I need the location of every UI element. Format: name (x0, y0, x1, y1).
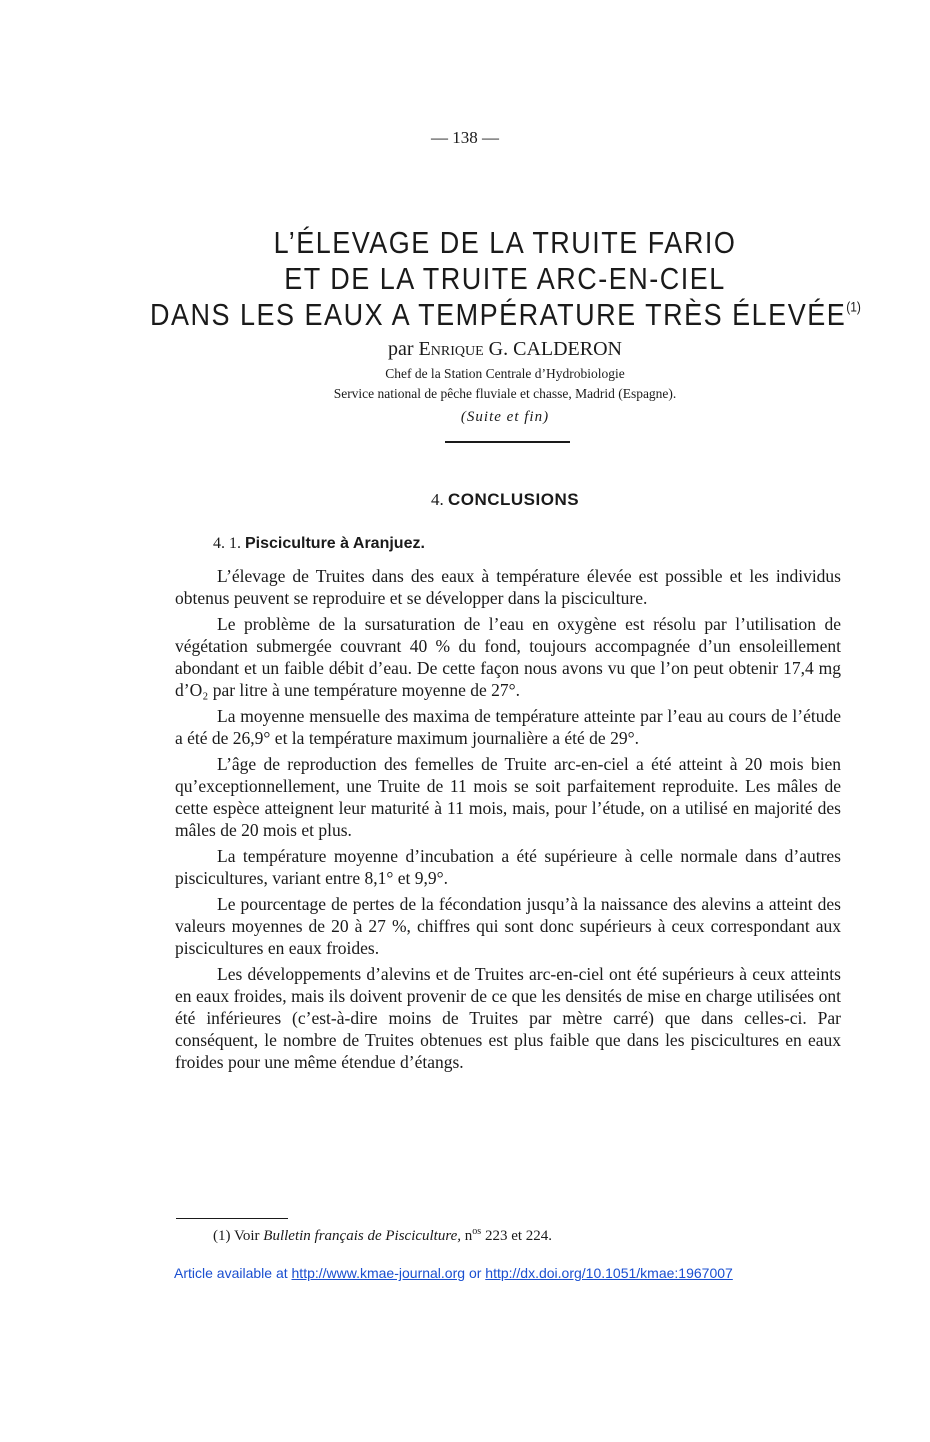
footnote-prefix: Voir (233, 1228, 260, 1244)
footnote-journal: Bulletin français de Pisciculture, (263, 1228, 462, 1244)
footnote-mark: (1) (213, 1228, 231, 1244)
paragraph-3: La moyenne mensuelle des maxima de température atteinte par l’eau au cours de l’étude a été de 26,9° et la température maximum journalière a été de 29°. (175, 706, 841, 748)
paragraph-2: Le problème de la sursaturation de l’eau en oxygène est résolu par l’utilisation de végétation submergée couvrant 40 % du fond, toujours accompagnée d’un ensoleillement abondant et un faible débit d’eau. De cette façon nous avons vu que l’on peut obtenir 17,4 mg d’O₂ par litre à une température moyenne de 27°. (175, 614, 841, 700)
title-line-2: ET DE LA TRUITE ARC-EN-CIEL (284, 262, 726, 296)
kmae-journal-link[interactable]: http://www.kmae-journal.org (291, 1265, 466, 1281)
suite-note: (Suite et fin) (460, 409, 550, 425)
affiliation-line-1: Chef de la Station Centrale d’Hydrobiologie (385, 366, 625, 381)
author-prefix: par (388, 338, 414, 360)
author-last-name: G. CALDERON (488, 338, 622, 360)
title-footnote-mark[interactable]: (1) (846, 299, 861, 315)
paragraph-7: Les développements d’alevins et de Truites arc-en-ciel ont été supérieurs à ceux atteints en eaux froides, mais ils doivent provenir de ce que les densités de mise en charge utilisées ont été inférieures (c’est-à-dire moins de Truites par mètre carré) que dans celles-ci. Par conséquent, le nombre de Truites obtenues est plus faible que dans les piscicultures en eaux froides pour une même étendue d’étangs. (175, 964, 841, 1072)
subsection-title: Pisciculture à Aranjuez. (245, 535, 425, 552)
title-divider (445, 441, 570, 443)
section-title: CONCLUSIONS (447, 490, 580, 509)
author-byline (0, 338, 930, 361)
doi-link[interactable]: http://dx.doi.org/10.1051/kmae:1967007 (485, 1265, 733, 1281)
paragraph-6: Le pourcentage de pertes de la fécondation jusqu’à la naissance des alevins a atteint des valeurs moyennes de 20 à 27 %, chiffres qui sont donc supérieurs à ceux correspondant aux piscicultures en eaux froides. (175, 894, 841, 958)
footnote (213, 1226, 552, 1245)
article-link-prefix: Article available at (174, 1265, 288, 1281)
title-line-1: L’ÉLEVAGE DE LA TRUITE FARIO (273, 226, 737, 260)
subsection-heading (213, 535, 425, 553)
section-number: 4. (430, 490, 444, 509)
author-first-name: Enrique (418, 338, 484, 360)
paragraph-1: L’élevage de Truites dans des eaux à température élevée est possible et les individus obtenus peuvent se reproduire et se développer dans la pisciculture. (175, 566, 841, 608)
footnote-numbers-sup: os (472, 1226, 482, 1237)
affiliation-line-2: Service national de pêche fluviale et chasse, Madrid (Espagne). (333, 386, 677, 401)
article-link-or: or (468, 1265, 482, 1281)
article-availability (174, 1265, 733, 1281)
title-line-3-text: DANS LES EAUX A TEMPÉRATURE TRÈS ÉLEVÉE (150, 298, 847, 332)
footnote-divider (176, 1218, 288, 1219)
section-heading (0, 490, 930, 510)
paragraph-4: L’âge de reproduction des femelles de Truite arc-en-ciel a été atteint à 20 mois bien qu’exceptionnellement, une Truite de 11 mois se soit parfaitement reproduite. Les mâles de cette espèce atteignent leur maturité à 11 mois, mais, pour l’étude, on a utilisé en majorité des mâles de 20 mois et plus. (175, 754, 841, 840)
title-line-3 (150, 298, 860, 333)
footnote-numbers-prefix: n (464, 1228, 473, 1244)
paragraph-5: La température moyenne d’incubation a été supérieure à celle normale dans d’autres piscicultures, variant entre 8,1° et 9,9°. (175, 846, 841, 888)
body-text (175, 565, 841, 1077)
page-number: — 138 — (431, 128, 499, 147)
subsection-number: 4. 1. (213, 535, 241, 552)
footnote-numbers: 223 et 224. (484, 1228, 553, 1244)
